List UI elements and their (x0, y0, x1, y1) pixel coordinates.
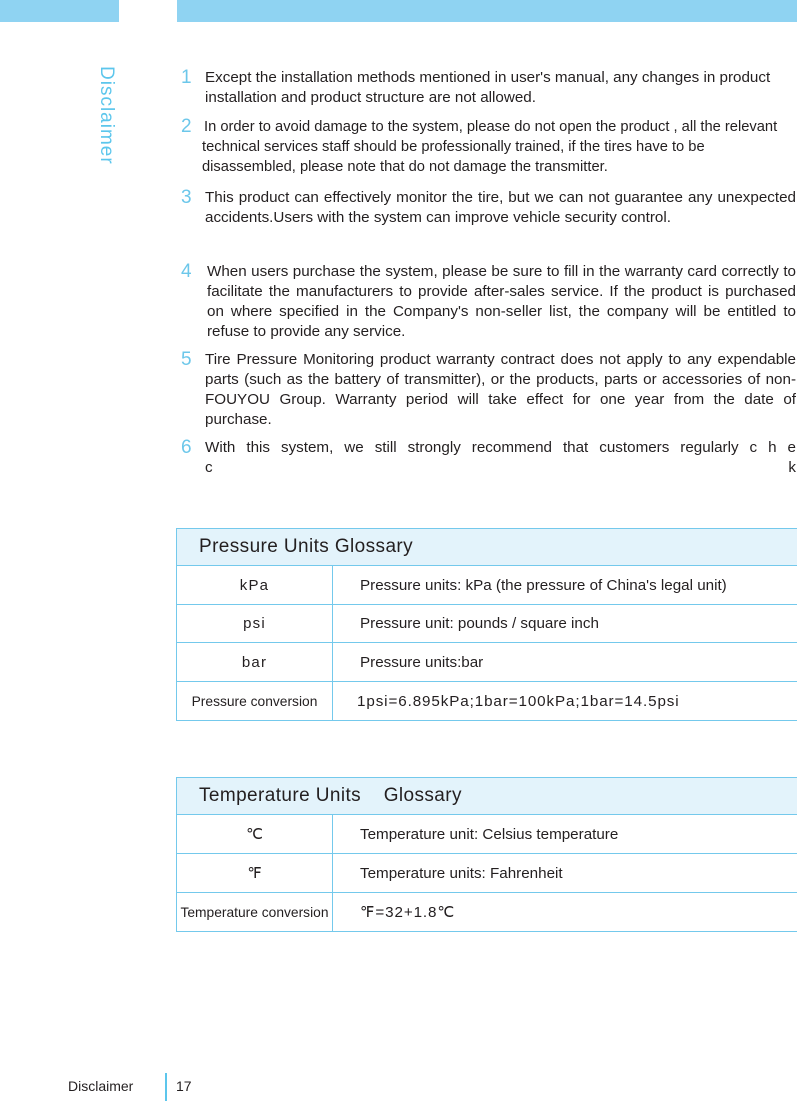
glossary-row (177, 893, 797, 931)
item-text: Tire Pressure Monitoring product warranty contract does not apply to any expendable parts (such as the battery of transmitter), or the products, parts or accessories of non-FOUYOU Group. Warranty period will take effect for one year from the date of purchase. (205, 351, 796, 428)
glossary-row (177, 854, 797, 893)
glossary-definition: Temperature units: Fahrenheit (360, 864, 563, 882)
glossary-row (177, 815, 797, 854)
glossary-definition: Temperature unit: Celsius temperature (360, 825, 619, 843)
glossary-row (177, 566, 797, 605)
glossary-definition: 1psi=6.895kPa;1bar=100kPa;1bar=14.5psi (357, 692, 680, 710)
footer-divider (165, 1073, 167, 1101)
disclaimer-item-6 (178, 438, 796, 480)
glossary-term: Temperature conversion (177, 893, 333, 931)
item-text: Except the installation methods mentioned in user's manual, any changes in product installation and product structure are not allowed. (205, 69, 771, 106)
item-text: In order to avoid damage to the system, please do not open the product , all the relevant technical services staff should be professionally trained, if the tires have to be disassembled, please note that do not damage the transmitter. (202, 119, 778, 175)
footer-label: Disclaimer (68, 1078, 134, 1094)
glossary-row (177, 643, 797, 682)
glossary-term: ℉ (177, 854, 333, 892)
page-number: 17 (176, 1078, 192, 1094)
disclaimer-item-2 (178, 117, 796, 177)
item-number: 5 (181, 349, 192, 370)
item-number: 2 (181, 116, 192, 137)
side-title: Disclaimer (96, 66, 117, 165)
glossary-title: Temperature Units Glossary (177, 778, 797, 815)
disclaimer-item-4 (178, 262, 796, 342)
disclaimer-item-3 (178, 188, 796, 248)
glossary-row (177, 682, 797, 720)
glossary-term: Pressure conversion (177, 682, 333, 720)
pressure-units-glossary (176, 528, 797, 721)
top-bar-right (177, 0, 797, 22)
item-text: When users purchase the system, please be sure to fill in the warranty card correctly to facilitate the manufacturers to provide after-sales service. If the product is purchased on where specified in the Company's non-seller list, the company will be entitled to refuse to provide any service. (207, 263, 796, 340)
item-number: 1 (181, 67, 192, 88)
top-bar-left (0, 0, 119, 22)
glossary-term: psi (177, 605, 333, 642)
item-text: With this system, we still strongly recommend that customers regularly c h e c k (205, 439, 796, 476)
glossary-definition: Pressure units: kPa (the pressure of China's legal unit) (360, 576, 727, 594)
item-number: 3 (181, 187, 192, 208)
glossary-term: ℃ (177, 815, 333, 853)
item-number: 6 (181, 437, 192, 458)
disclaimer-item-1 (178, 68, 796, 108)
disclaimer-item-5 (178, 350, 796, 430)
item-number: 4 (181, 261, 192, 282)
glossary-definition: Pressure unit: pounds / square inch (360, 615, 599, 632)
glossary-term: kPa (177, 566, 333, 604)
glossary-title: Pressure Units Glossary (177, 529, 797, 566)
glossary-row (177, 605, 797, 643)
item-text: This product can effectively monitor the tire, but we can not guarantee any unexpected accidents.Users with the system can improve vehicle security control. (205, 189, 796, 226)
temperature-units-glossary (176, 777, 797, 932)
glossary-term: bar (177, 643, 333, 681)
glossary-definition: ℉=32+1.8℃ (360, 904, 456, 921)
glossary-definition: Pressure units:bar (360, 653, 484, 671)
